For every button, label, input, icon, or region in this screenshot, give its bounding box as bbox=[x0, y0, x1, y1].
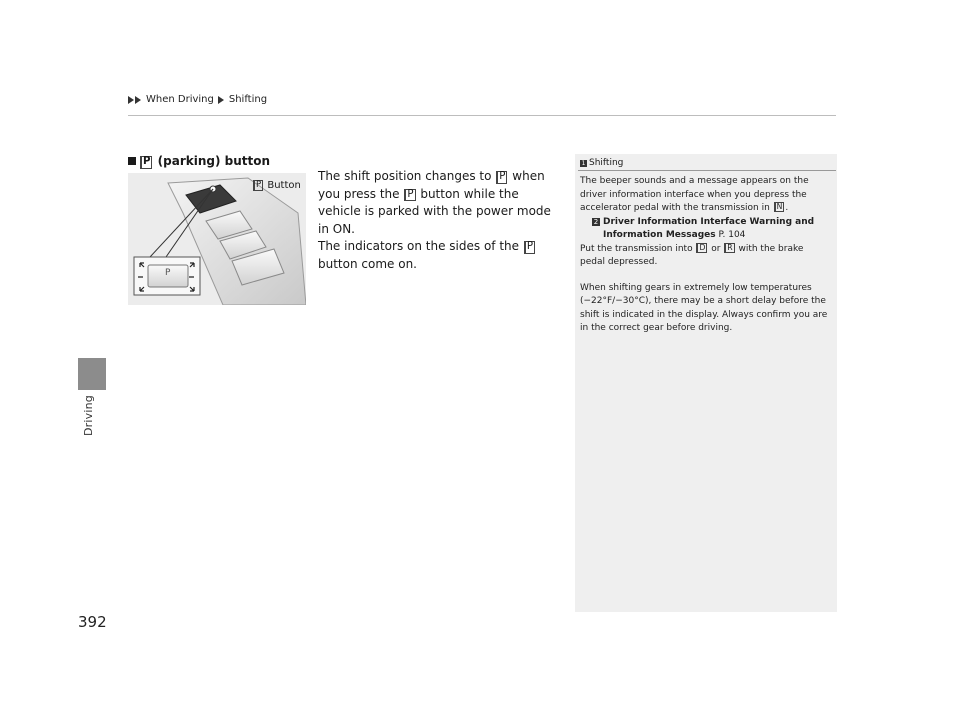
breadcrumb-arrow-icon bbox=[218, 96, 224, 104]
cross-reference-link[interactable]: Information Messages P. 104 bbox=[603, 230, 746, 240]
heading-bullet-icon bbox=[128, 157, 136, 165]
key-n: N bbox=[774, 202, 785, 212]
note-paragraph: The beeper sounds and a message appears on the driver information interface when you depress the accelerator pedal with the transmission in N . bbox=[580, 176, 809, 213]
cross-reference-link[interactable]: 2 Driver Information Interface Warning and bbox=[593, 216, 815, 227]
key-p: P bbox=[404, 189, 415, 202]
illustration-button-letter: P bbox=[165, 268, 171, 278]
chapter-label: Driving bbox=[82, 395, 95, 436]
note-paragraph: When shifting gears in extremely low temperatures (−22°F/−30°C), there may be a short delay before the shift is indicated in the display. Always confirm you are in the correct gear before driving. bbox=[580, 282, 828, 333]
note-divider bbox=[578, 170, 836, 171]
note-body bbox=[580, 175, 830, 336]
note-title: 1 Shifting bbox=[581, 158, 624, 168]
breadcrumb-arrow-icon bbox=[135, 96, 141, 104]
breadcrumb-section[interactable]: When Driving bbox=[146, 94, 214, 105]
key-p: P bbox=[496, 171, 507, 184]
body-paragraph: The shift position changes to P when you press the P button while the vehicle is parked with the power mode in ON. bbox=[318, 169, 551, 236]
callout-text: Button bbox=[267, 180, 301, 191]
key-d: D bbox=[696, 243, 707, 253]
breadcrumb bbox=[128, 94, 267, 105]
key-r: R bbox=[724, 243, 734, 253]
note-number-icon: 1 bbox=[581, 159, 586, 167]
heading-text: (parking) button bbox=[157, 154, 271, 168]
body-text bbox=[318, 168, 558, 273]
page-number: 392 bbox=[78, 613, 107, 631]
chapter-tab bbox=[78, 358, 106, 390]
body-paragraph: The indicators on the sides of the P button come on. bbox=[318, 239, 533, 271]
xref-arrow-icon: 2 bbox=[593, 217, 599, 226]
key-p: P bbox=[140, 156, 152, 169]
note-paragraph: Put the transmission into D or R with the brake pedal depressed. bbox=[580, 242, 804, 267]
header-divider bbox=[128, 115, 836, 116]
shift-panel-drawing bbox=[128, 173, 306, 305]
breadcrumb-topic[interactable]: Shifting bbox=[228, 94, 268, 105]
breadcrumb-arrow-icon bbox=[128, 96, 134, 104]
key-p: P bbox=[253, 180, 263, 191]
section-heading bbox=[128, 154, 270, 169]
shift-button-illustration bbox=[128, 173, 306, 305]
callout-label bbox=[252, 180, 301, 191]
key-p: P bbox=[524, 241, 535, 254]
